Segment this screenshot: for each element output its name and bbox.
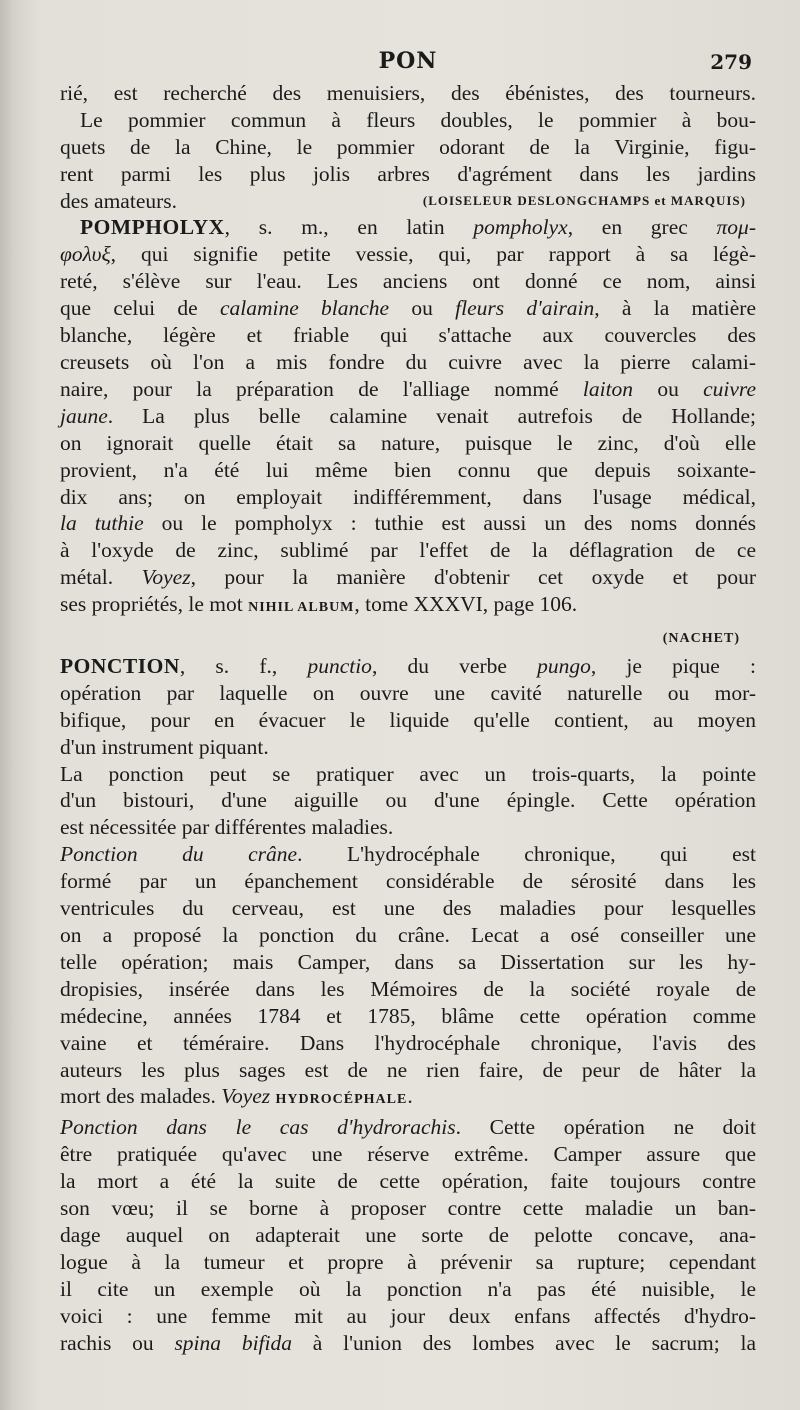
page-number: 279 xyxy=(710,50,752,74)
text-line: des amateurs. xyxy=(60,188,178,213)
text-line: son vœu; il se borne à proposer contre cette maladie un ban- xyxy=(60,1196,756,1221)
text-line: opération par laquelle on ouvre une cavité naturelle ou mor- xyxy=(60,680,756,705)
text-line: la tuthie ou le pompholyx : tuthie est aussi un des noms donnés xyxy=(60,511,757,536)
author-signature: (LOISELEUR DESLONGCHAMPS et MARQUIS) xyxy=(422,192,746,208)
text-line: provient, n'a été lui même bien connu que depuis soixante- xyxy=(60,457,756,482)
text-line: est nécessitée par différentes maladies. xyxy=(60,815,394,840)
text-line: la mort a été la suite de cette opération, faite toujours contre xyxy=(60,1169,756,1194)
entry-line: PONCTION, s. f., punctio, du verbe pungo, je pique : xyxy=(60,653,757,678)
text-line: on ignorait quelle était sa nature, puisque le zinc, d'où elle xyxy=(60,430,756,455)
text-line: rachis ou spina bifida à l'union des lombes avec le sacrum; la xyxy=(60,1330,756,1355)
text-line: que celui de calamine blanche ou fleurs d'airain, à la matière xyxy=(60,296,756,321)
text-line: médecine, années 1784 et 1785, blâme cette opération comme xyxy=(60,1003,756,1028)
author-signature: (NACHET) xyxy=(662,631,740,647)
text-line: rié, est recherché des menuisiers, des ébénistes, des tourneurs. xyxy=(60,81,756,105)
text-line: formé par un épanchement considérable de sérosité dans les xyxy=(60,869,756,894)
text-line: dage auquel on adapterait une sorte de pelotte concave, ana- xyxy=(60,1222,756,1247)
page-header xyxy=(60,42,756,80)
text-line: bifique, pour en évacuer le liquide qu'elle contient, au moyen xyxy=(60,707,756,732)
body-text xyxy=(60,80,756,1357)
text-line: naire, pour la préparation de l'alliage nommé laiton ou cuivre xyxy=(60,376,756,401)
text-line: reté, s'élève sur l'eau. Les anciens ont donné ce nom, ainsi xyxy=(60,269,756,294)
text-line: d'un bistouri, d'une aiguille ou d'une épingle. Cette opération xyxy=(60,788,756,813)
text-line: Le pommier commun à fleurs doubles, le pommier à bou- xyxy=(80,107,756,132)
text-line: logue à la tumeur et propre à prévenir sa rupture; cependant xyxy=(60,1249,756,1274)
text-line: à l'oxyde de zinc, sublimé par l'effet de la déflagration de ce xyxy=(60,538,756,563)
text-line: métal. Voyez, pour la manière d'obtenir cet oxyde et pour xyxy=(60,565,756,590)
text-line: mort des malades. Voyez HYDROCÉPHALE. xyxy=(60,1084,413,1109)
text-line: Ponction du crâne. L'hydrocéphale chronique, qui est xyxy=(60,842,757,867)
text-line: être pratiquée qu'avec une réserve extrême. Camper assure que xyxy=(60,1142,756,1167)
headword: POMPHOLYX xyxy=(80,215,225,240)
text-line: creusets où l'on a mis fondre du cuivre avec la pierre calami- xyxy=(60,349,756,374)
text-line: φολυξ, qui signifie petite vessie, qui, par rapport à sa légè- xyxy=(60,242,756,267)
text-line: blanche, légère et friable qui s'attache aux couvercles des xyxy=(60,323,756,348)
text-line: ventricules du cerveau, est une des maladies pour lesquelles xyxy=(60,896,756,921)
text-line: quets de la Chine, le pommier odorant de la Virginie, figu- xyxy=(60,134,756,159)
text-line: il cite un exemple où la ponction n'a pas été nuisible, le xyxy=(60,1276,756,1301)
text-line: voici : une femme mit au jour deux enfans affectés d'hydro- xyxy=(60,1303,756,1328)
entry-line: POMPHOLYX, s. m., en latin pompholyx, en grec πομ- xyxy=(80,215,756,240)
text-line: Ponction dans le cas d'hydrorachis. Cette opération ne doit xyxy=(60,1115,756,1140)
headword: PONCTION xyxy=(60,653,180,678)
text-line: La ponction peut se pratiquer avec un trois-quarts, la pointe xyxy=(60,761,756,786)
text-line: telle opération; mais Camper, dans sa Dissertation sur les hy- xyxy=(60,949,756,974)
running-head: PON xyxy=(378,48,438,74)
text-line: ses propriétés, le mot NIHIL ALBUM, tome XXXVI, page 106. xyxy=(60,592,578,617)
text-line: jaune. La plus belle calamine venait autrefois de Hollande; xyxy=(60,403,756,428)
text-line: on a proposé la ponction du crâne. Lecat a osé conseiller une xyxy=(60,923,756,947)
text-line: dropisies, insérée dans les Mémoires de la société royale de xyxy=(60,976,756,1001)
text-line: auteurs les plus sages est de ne rien faire, de peur de hâter la xyxy=(60,1057,756,1082)
text-line: vaine et téméraire. Dans l'hydrocéphale chronique, l'avis des xyxy=(60,1030,756,1055)
text-line: rent parmi les plus jolis arbres d'agrément dans les jardins xyxy=(60,161,756,186)
text-line: d'un instrument piquant. xyxy=(60,734,269,759)
text-line: dix ans; on employait indifféremment, dans l'usage médical, xyxy=(60,484,756,509)
